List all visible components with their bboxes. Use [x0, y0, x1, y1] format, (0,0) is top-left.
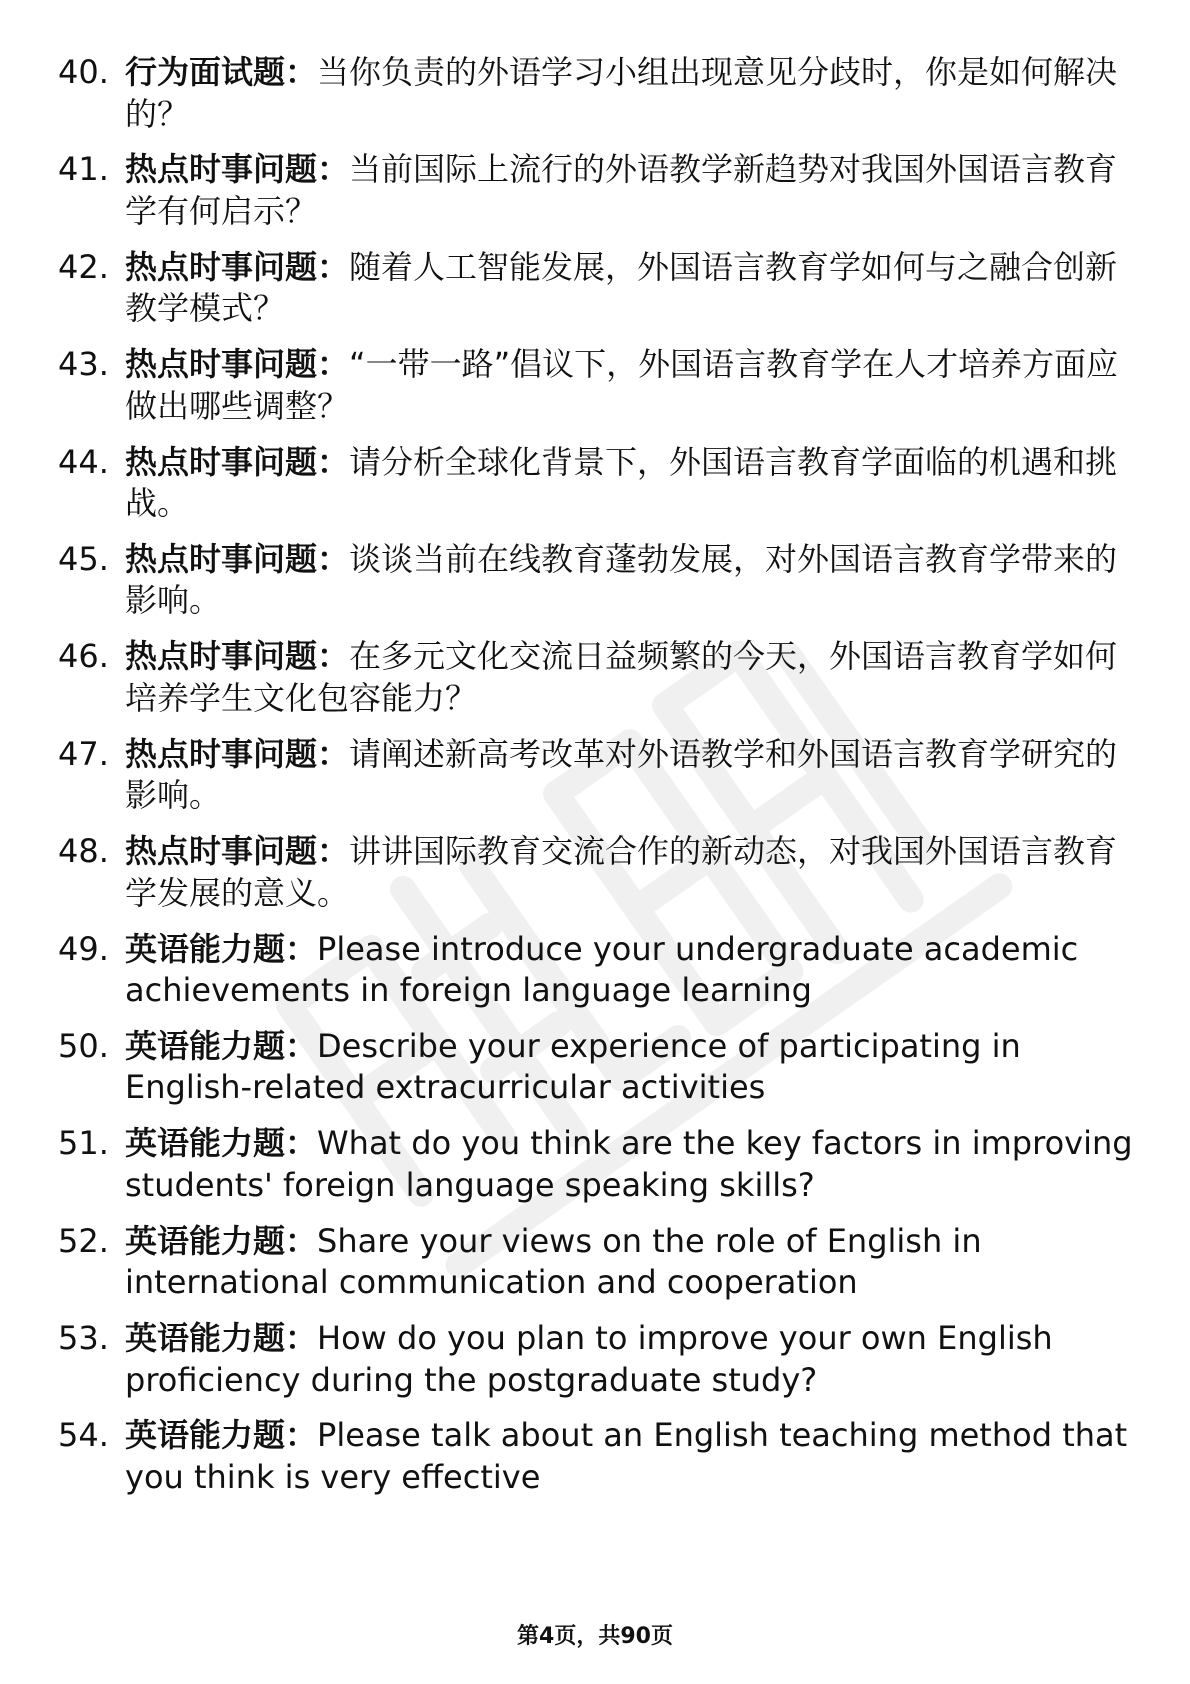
question-number: 45. — [58, 539, 109, 578]
question-number: 40. — [58, 53, 109, 91]
question-number: 42. — [58, 247, 109, 286]
question-text: “一带一路”倡议下，外国语言教育学在人才培养方面应做出哪些调整？ — [125, 345, 1119, 425]
question-category: 英语能力题： — [125, 1221, 318, 1260]
question-item — [58, 1318, 1138, 1401]
page-footer: 第4页，共90页 — [517, 1624, 673, 1649]
question-number: 47. — [58, 734, 109, 773]
question-text: 在多元文化交流日益频繁的今天，外国语言教育学如何培养学生文化包容能力？ — [125, 637, 1118, 717]
question-text: 当你负责的外语学习小组出现意见分歧时，你是如何解决的？ — [125, 53, 1118, 133]
question-number: 52. — [58, 1221, 109, 1260]
question-text: 请分析全球化背景下，外国语言教育学面临的机遇和挑战。 — [125, 442, 1118, 523]
question-item — [58, 734, 1138, 817]
question-item — [58, 539, 1138, 622]
question-number: 46. — [58, 637, 109, 676]
question-item — [58, 929, 1138, 1012]
question-category: 英语能力题： — [125, 1026, 318, 1065]
question-text: 当前国际上流行的外语教学新趋势对我国外国语言教育学有何启示？ — [125, 150, 1118, 230]
question-category: 热点时事问题： — [125, 637, 350, 676]
question-item — [58, 1026, 1138, 1109]
question-list — [58, 52, 1138, 1513]
question-category: 热点时事问题： — [125, 345, 350, 384]
question-item — [58, 1221, 1138, 1304]
question-category: 英语能力题： — [125, 929, 318, 968]
question-category: 行为面试题： — [125, 53, 318, 91]
question-category: 热点时事问题： — [125, 539, 350, 578]
question-category: 英语能力题： — [125, 1416, 318, 1455]
question-text: 谈谈当前在线教育蓬勃发展，对外国语言教育学带来的影响。 — [125, 539, 1118, 620]
question-category: 热点时事问题： — [125, 832, 350, 871]
question-number: 43. — [58, 345, 109, 384]
question-text: 讲讲国际教育交流合作的新动态，对我国外国语言教育学发展的意义。 — [125, 832, 1118, 912]
question-number: 49. — [58, 929, 109, 968]
question-category: 热点时事问题： — [125, 442, 350, 481]
question-text: Describe your experience of participating in English-related extracurricular activities — [125, 1026, 1021, 1107]
question-number: 50. — [58, 1026, 109, 1065]
question-item — [58, 442, 1138, 525]
question-number: 54. — [58, 1416, 109, 1455]
question-text: 请阐述新高考改革对外语教学和外国语言教育学研究的影响。 — [125, 734, 1118, 815]
question-text: How do you plan to improve your own English proficiency during the postgraduate study? — [125, 1319, 1053, 1399]
question-item — [58, 1123, 1138, 1206]
question-text: Please talk about an English teaching method that you think is very effective — [125, 1416, 1128, 1496]
question-item — [58, 149, 1138, 232]
question-category: 英语能力题： — [125, 1319, 318, 1358]
question-number: 48. — [58, 832, 109, 871]
question-category: 热点时事问题： — [125, 150, 350, 189]
question-item — [58, 344, 1138, 427]
question-category: 热点时事问题： — [125, 247, 350, 286]
question-number: 41. — [58, 150, 109, 189]
question-text: What do you think are the key factors in improving students' foreign language speaking skills? — [125, 1124, 1133, 1204]
question-number: 51. — [58, 1124, 109, 1163]
question-category: 英语能力题： — [125, 1124, 318, 1163]
question-item — [58, 1415, 1138, 1498]
question-item — [58, 831, 1138, 914]
question-item — [58, 52, 1138, 135]
question-number: 44. — [58, 442, 109, 481]
question-item — [58, 247, 1138, 330]
question-item — [58, 636, 1138, 719]
question-text: 随着人工智能发展，外国语言教育学如何与之融合创新教学模式？ — [125, 247, 1118, 328]
question-category: 热点时事问题： — [125, 734, 350, 773]
question-text: Please introduce your undergraduate academic achievements in foreign language learning — [125, 929, 1079, 1010]
question-text: Share your views on the role of English in international communication and cooperation — [125, 1221, 982, 1302]
question-number: 53. — [58, 1319, 109, 1358]
